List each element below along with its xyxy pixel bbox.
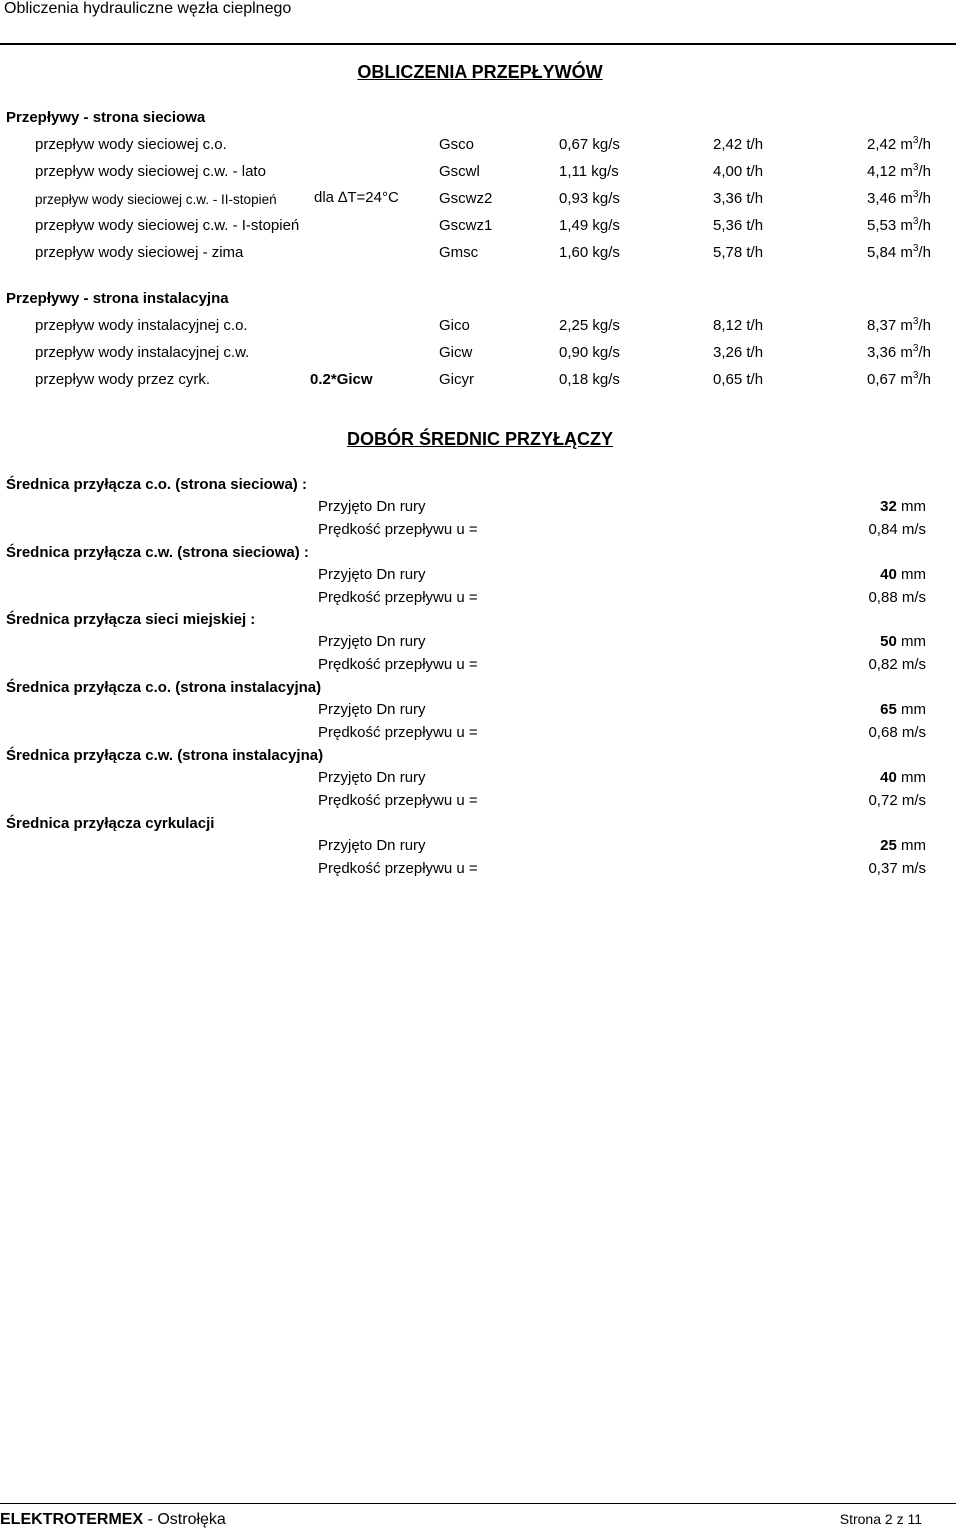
dn-value [880, 498, 926, 515]
flow-kgs-value: 1,11 kg/s [559, 163, 619, 180]
flow-m3h-value [867, 163, 931, 180]
m3h-unit: /h [918, 190, 931, 207]
dn-unit: mm [901, 498, 926, 515]
flow-kgs-value: 0,18 kg/s [559, 371, 620, 388]
dn-label: Przyjęto Dn rury [318, 498, 426, 515]
flow-kgs-value: 2,25 kg/s [559, 317, 620, 334]
speed-value: 0,72 m/s [868, 791, 926, 809]
flow-label: przepływ wody sieciowej c.w. - I-stopień [35, 217, 300, 234]
flow-symbol: Gsco [439, 136, 475, 153]
flow-label: przepływ wody sieciowej c.o. [35, 136, 227, 153]
flow-m3h-value [867, 344, 931, 361]
m3h-unit: /h [918, 136, 931, 153]
m3h-exponent: 3 [912, 316, 919, 327]
dn-unit: mm [901, 565, 926, 583]
dn-number: 40 [880, 565, 897, 583]
m3h-exponent: 3 [912, 189, 919, 200]
flow-label: przepływ wody sieciowej c.w. - II-stopień [35, 192, 277, 207]
speed-label: Prędkość przepływu u = [318, 791, 478, 809]
flow-symbol: Gicw [439, 344, 473, 361]
delta-t-note: dla ∆T=24°C [314, 189, 399, 206]
footer-page-number: Strona 2 z 11 [839, 1511, 922, 1527]
flow-m3h-value [867, 244, 931, 261]
footer-company: ELEKTROTERMEX [0, 1511, 144, 1528]
flow-th-value: 3,36 t/h [713, 190, 764, 207]
m3h-unit: /h [918, 163, 931, 180]
flow-m3h-value [867, 217, 931, 234]
flow-kgs-value: 1,60 kg/s [559, 244, 620, 261]
flow-symbol: Gscwz1 [439, 217, 493, 234]
flow-kgs-value: 1,49 kg/s [559, 217, 620, 234]
m3h-number: 8,37 m [867, 317, 913, 334]
footer-city: - Ostrołęka [143, 1511, 226, 1528]
m3h-exponent: 3 [912, 135, 919, 146]
flow-symbol: Gicyr [439, 371, 474, 388]
diameters-title: DOBÓR ŚREDNIC PRZYŁĄCZY [346, 429, 613, 449]
flow-th-value: 0,65 t/h [713, 371, 764, 388]
m3h-unit: /h [918, 317, 931, 334]
flow-th-value: 4,00 t/h [713, 163, 764, 180]
m3h-unit: /h [918, 344, 931, 361]
speed-label: Prędkość przepływu u = [318, 521, 478, 538]
flow-label: przepływ wody sieciowej c.w. - lato [35, 163, 266, 180]
dn-unit: mm [901, 633, 926, 651]
dn-unit: mm [901, 768, 926, 786]
flow-th-value: 3,26 t/h [713, 344, 764, 361]
flow-th-value: 5,78 t/h [713, 244, 764, 261]
diameter-heading: Średnica przyłącza cyrkulacji [6, 814, 215, 832]
flow-th-value: 5,36 t/h [713, 217, 764, 234]
dn-unit: mm [901, 701, 926, 719]
dn-value [880, 701, 926, 718]
diameter-heading: Średnica przyłącza c.o. (strona instalacyjna) [6, 679, 322, 697]
m3h-exponent: 3 [912, 343, 919, 354]
dn-number: 40 [880, 768, 897, 786]
m3h-number: 5,84 m [867, 244, 913, 261]
installation-heading: Przepływy - strona instalacyjna [6, 290, 229, 307]
dn-label: Przyjęto Dn rury [318, 768, 426, 786]
flow-m3h-value [867, 136, 931, 153]
dn-value [880, 769, 926, 786]
flow-label: przepływ wody przez cyrk. [35, 371, 211, 388]
diameter-heading: Średnica przyłącza c.w. (strona sieciowa) : [6, 543, 309, 561]
flow-label: przepływ wody sieciowej - zima [35, 244, 244, 261]
flow-kgs-value: 0,93 kg/s [559, 190, 620, 207]
m3h-exponent: 3 [912, 162, 919, 173]
dn-number: 25 [880, 836, 897, 854]
dn-value [880, 837, 926, 854]
header-rule [0, 43, 956, 45]
m3h-exponent: 3 [912, 370, 919, 381]
speed-label: Prędkość przepływu u = [318, 724, 478, 742]
speed-label: Prędkość przepływu u = [318, 588, 478, 606]
m3h-exponent: 3 [912, 243, 919, 254]
flows-title: OBLICZENIA PRZEPŁYWÓW [357, 62, 603, 82]
dn-number: 65 [880, 701, 897, 719]
flow-symbol: Gico [439, 317, 470, 334]
speed-label: Prędkość przepływu u = [318, 656, 478, 674]
dn-unit: mm [901, 836, 926, 854]
dn-label: Przyjęto Dn rury [318, 836, 426, 854]
flow-kgs-value: 0,90 kg/s [559, 344, 620, 361]
diameter-heading: Średnica przyłącza c.o. (strona sieciowa) : [6, 476, 307, 493]
footer-company-line [0, 1511, 226, 1529]
m3h-number: 3,46 m [867, 190, 913, 207]
m3h-unit: /h [918, 244, 931, 261]
diameter-heading: Średnica przyłącza c.w. (strona instalacyjna) [6, 746, 324, 764]
flow-factor: 0.2*Gicw [310, 371, 373, 388]
flow-label: przepływ wody instalacyjnej c.o. [35, 317, 248, 334]
flow-m3h-value [867, 190, 931, 207]
speed-value: 0,82 m/s [868, 656, 926, 674]
speed-value: 0,68 m/s [868, 724, 926, 742]
m3h-exponent: 3 [912, 216, 919, 227]
page-header-title: Obliczenia hydrauliczne węzła cieplnego [4, 0, 292, 17]
dn-value [880, 633, 926, 650]
speed-value: 0,88 m/s [868, 588, 926, 606]
dn-label: Przyjęto Dn rury [318, 565, 426, 583]
m3h-number: 0,67 m [867, 371, 913, 388]
dn-label: Przyjęto Dn rury [318, 633, 426, 651]
dn-number: 50 [880, 633, 897, 651]
speed-label: Prędkość przepływu u = [318, 859, 478, 877]
network-heading: Przepływy - strona sieciowa [6, 109, 206, 126]
footer-rule [0, 1503, 956, 1504]
speed-value: 0,84 m/s [868, 521, 926, 538]
diameter-heading: Średnica przyłącza sieci miejskiej : [6, 611, 256, 629]
speed-value: 0,37 m/s [868, 859, 926, 877]
flow-m3h-value [867, 371, 931, 388]
flow-symbol: Gscwz2 [439, 190, 493, 207]
flow-symbol: Gmsc [439, 244, 479, 261]
m3h-unit: /h [918, 371, 931, 388]
dn-value [880, 566, 926, 583]
flow-m3h-value [867, 317, 931, 334]
m3h-number: 2,42 m [867, 136, 913, 153]
dn-label: Przyjęto Dn rury [318, 701, 426, 719]
flow-th-value: 2,42 t/h [713, 136, 764, 153]
flow-th-value: 8,12 t/h [713, 317, 764, 334]
flow-symbol: Gscwl [439, 163, 480, 180]
flow-label: przepływ wody instalacyjnej c.w. [35, 344, 250, 361]
m3h-number: 4,12 m [867, 163, 913, 180]
m3h-number: 3,36 m [867, 344, 913, 361]
flow-kgs-value: 0,67 kg/s [559, 136, 620, 153]
m3h-unit: /h [918, 217, 931, 234]
dn-number: 32 [880, 498, 897, 515]
m3h-number: 5,53 m [867, 217, 913, 234]
